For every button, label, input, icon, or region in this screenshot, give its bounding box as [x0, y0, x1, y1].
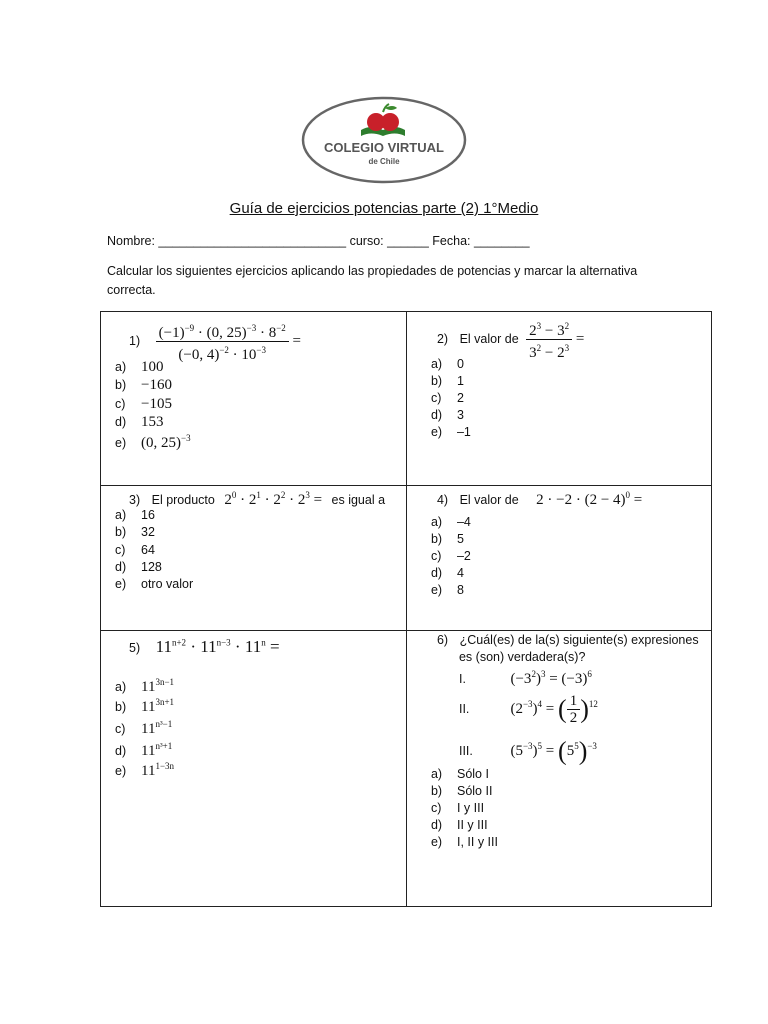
logo-subtext: de Chile: [368, 157, 400, 166]
q6-text-line-1: ¿Cuál(es) de la(s) siguiente(s) expresiones: [459, 633, 699, 647]
q6-option-e[interactable]: e) I, II y III: [430, 835, 498, 849]
q5-option-d[interactable]: d) $11^{n^3+1}$: [115, 741, 173, 759]
q3-tail: es igual a: [331, 493, 386, 507]
exercise-5: [101, 631, 407, 907]
q6-statement-3: III. $(5^{-3})^5 = (5^5)^{-3}$: [458, 737, 597, 766]
q2-option-b[interactable]: b) 1: [430, 374, 464, 388]
q2-option-e[interactable]: e) –1: [430, 425, 471, 439]
exercise-3: [101, 486, 407, 631]
q5-expression: $11^{n+2} \cdot 11^{n-3} \cdot 11^n$ =: [155, 637, 280, 656]
q2-number: 2): [436, 331, 449, 346]
q4-option-e[interactable]: e) 8: [430, 583, 464, 597]
q6-option-b[interactable]: b) Sólo II: [430, 784, 493, 798]
q6-option-d[interactable]: d) II y III: [430, 818, 488, 832]
q1-option-a[interactable]: a) 100: [115, 359, 164, 375]
page-title: Guía de ejercicios potencias parte (2) 1°Medio: [229, 200, 539, 217]
q2-expression: $\frac{2^3 - 3^2}{3^2 - 2^3}$ =: [526, 331, 584, 347]
q6-option-a[interactable]: a) Sólo I: [430, 767, 489, 781]
q1-option-b[interactable]: b) −160: [115, 377, 172, 393]
q3-option-c[interactable]: c) 64: [115, 543, 155, 557]
school-logo: [301, 96, 467, 184]
exercise-2: [406, 312, 711, 486]
instructions-line-1: Calcular los siguientes ejercicios aplicando las propiedades de potencias y marcar la alternativa: [107, 264, 638, 278]
exercise-4: [406, 486, 711, 631]
q4-expression: $2 \cdot -2 \cdot (2 - 4)^0$ =: [536, 490, 643, 508]
q1-option-c[interactable]: c) −105: [115, 396, 172, 412]
q4-text: El valor de: [459, 493, 519, 507]
instructions-line-2: correcta.: [107, 283, 156, 297]
q6-option-c[interactable]: c) I y III: [430, 801, 485, 815]
q4-option-c[interactable]: c) –2: [430, 549, 471, 563]
q3-expression: $2^0 \cdot 2^1 \cdot 2^2 \cdot 2^3$ =: [224, 490, 323, 508]
q3-option-a[interactable]: a) 16: [115, 508, 155, 522]
q5-number: 5): [129, 641, 141, 655]
exercise-1: [101, 312, 407, 486]
q1-option-d[interactable]: d) 153: [115, 414, 164, 430]
q6-statement-1: I. $(-3^2)^3 = (-3)^6$: [458, 669, 592, 687]
q5-option-c[interactable]: c) $11^{n^3-1}$: [115, 719, 173, 737]
q5-option-e[interactable]: e) $11^{1-3n}$: [115, 761, 175, 779]
q5-option-b[interactable]: b) $11^{3n+1}$: [115, 697, 175, 715]
student-info-line: Nombre: ___________________________ curso: ______ Fecha: ________: [107, 234, 530, 248]
q3-text: El producto: [151, 493, 215, 507]
q4-number: 4): [436, 493, 449, 507]
logo-text: COLEGIO VIRTUAL: [324, 140, 444, 155]
q1-expression: $\frac{(-1)^{-9} \cdot (0, 25)^{-3} \cdot 8^{-2}}{(-0, 4)^{-2} \cdot 10^{-3}}$ =: [156, 333, 301, 349]
q4-option-d[interactable]: d) 4: [430, 566, 464, 580]
exercise-grid: [100, 311, 712, 907]
q1-number: 1): [129, 333, 141, 348]
q4-option-b[interactable]: b) 5: [430, 532, 464, 546]
q3-option-b[interactable]: b) 32: [115, 525, 155, 539]
q4-option-a[interactable]: a) –4: [430, 515, 471, 529]
q6-text-line-2: es (son) verdadera(s)?: [458, 650, 586, 664]
q2-option-d[interactable]: d) 3: [430, 408, 464, 422]
q2-text: El valor de: [459, 331, 519, 346]
exercise-6: [406, 631, 711, 907]
q5-option-a[interactable]: a) $11^{3n-1}$: [115, 677, 175, 695]
q3-option-e[interactable]: e) otro valor: [115, 577, 194, 591]
q3-number: 3): [129, 493, 141, 507]
q2-option-a[interactable]: a) 0: [430, 357, 464, 371]
q1-option-e[interactable]: e) (0, 25)$^{-3}$: [115, 433, 191, 451]
q6-statement-2: II. $(2^{-3})^4$ = ( $\frac{1}{2}$ )$^{12}$: [458, 693, 598, 726]
q6-number: 6): [436, 633, 449, 647]
q3-option-d[interactable]: d) 128: [115, 560, 162, 574]
q2-option-c[interactable]: c) 2: [430, 391, 464, 405]
